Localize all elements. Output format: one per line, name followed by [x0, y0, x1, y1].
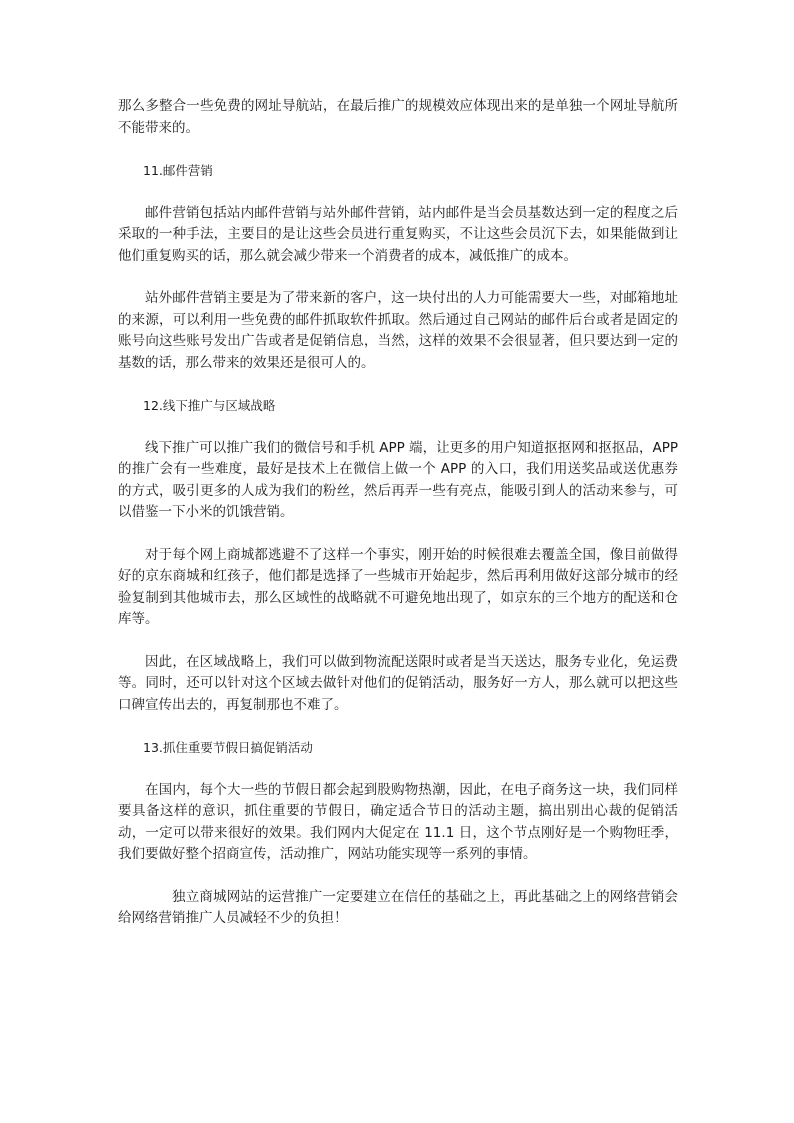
paragraph-closing-trust: 独立商城网站的运营推广一定要建立在信任的基础之上，再此基础之上的网络营销会给网络营销推广人员减轻不少的负担！ — [118, 888, 678, 926]
paragraph-external-email: 站外邮件营销主要是为了带来新的客户，这一块付出的人力可能需要大一些，对邮箱地址的来源，可以利用一些免费的邮件抓取软件抓取。然后通过自己网站的邮件后台或者是固定的账号向这些账号发出广告或者是促销信息，当然，这样的效果不会很显著，但只要达到一定的基数的话，那么带来的效果还是很可人的。 — [118, 290, 678, 371]
paragraph-holiday-sales: 在国内，每个大一些的节假日都会起到股购物热潮，因此，在电子商务这一块，我们同样要具备这样的意识，抓住重要的节假日，确定适合节日的活动主题，搞出别出心裁的促销活动，一定可以带来很好的效果。我们网内大促定在 11.1 日，这个节点刚好是一个购物旺季，我们要做好整个招商宣传，活动推广，网站功能实现等一系列的事情。 — [118, 781, 678, 862]
paragraph-offline-app: 线下推广可以推广我们的微信号和手机 APP 端，让更多的用户知道抠抠网和抠抠品，APP 的推广会有一些难度，最好是技术上在微信上做一个 APP 的入口，我们用送奖品或送优惠券的方式，吸引更多的人成为我们的粉丝，然后再弄一些有亮点，能吸引到人的活动来参与，可以借鉴一下小米的饥饿营销。 — [118, 439, 678, 520]
document-page — [118, 96, 678, 930]
paragraph-internal-email: 邮件营销包括站内邮件营销与站外邮件营销，站内邮件是当会员基数达到一定的程度之后采取的一种手法，主要目的是让这些会员进行重复购买，不让这些会员沉下去，如果能做到让他们重复购买的话，那么就会减少带来一个消费者的成本，减低推广的成本。 — [118, 204, 678, 264]
paragraph-navigation-sites: 那么多整合一些免费的网址导航站，在最后推广的规模效应体现出来的是单独一个网址导航所不能带来的。 — [118, 98, 678, 136]
heading-offline-promotion: 12.线下推广与区域战略 — [143, 398, 276, 413]
paragraph-regional-strategy: 对于每个网上商城都逃避不了这样一个事实，刚开始的时候很难去覆盖全国，像目前做得好的京东商城和红孩子，他们都是选择了一些城市开始起步，然后再利用做好这部分城市的经验复制到其他城市去，那么区域性的战略就不可避免地出现了，如京东的三个地方的配送和仓库等。 — [118, 546, 678, 627]
paragraph-regional-logistics: 因此，在区域战略上，我们可以做到物流配送限时或者是当天送达，服务专业化，免运费等。同时，还可以针对这个区域去做针对他们的促销活动，服务好一方人，那么就可以把这些口碑宣传出去的，再复制那也不难了。 — [118, 653, 678, 713]
heading-holiday-promotion: 13.抓住重要节假日搞促销活动 — [143, 740, 313, 755]
heading-email-marketing: 11.邮件营销 — [143, 163, 213, 178]
